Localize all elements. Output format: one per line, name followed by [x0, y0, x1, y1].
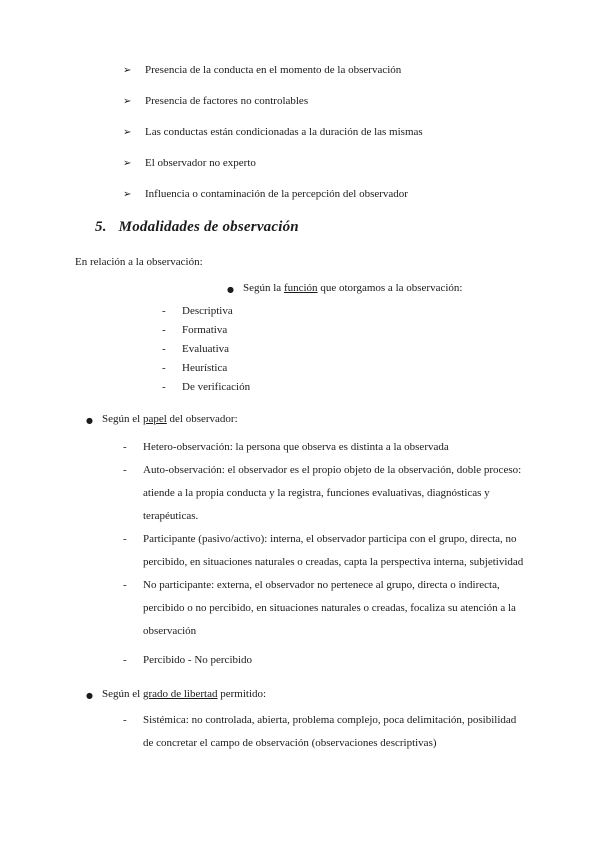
list-item: [162, 321, 600, 340]
list-item-text: De verificación: [182, 381, 251, 393]
list-item: [123, 528, 600, 574]
section-number: 5.: [95, 219, 107, 235]
bullet-item-grado: [86, 688, 600, 702]
underlined-text: función: [283, 282, 318, 294]
text-segment: permitido:: [217, 688, 267, 700]
arrow-bullet-icon: ➢: [123, 65, 132, 76]
arrow-bullet-icon: ➢: [123, 158, 132, 169]
list-item-text: El observador no experto: [145, 157, 256, 169]
bullet-icon: ●: [86, 416, 93, 425]
bullet-item-funcion: [227, 282, 600, 296]
list-item-text: Descriptiva: [182, 305, 233, 317]
list-item-text: Hetero-observación: la persona que observa es distinta a la observada: [143, 441, 449, 453]
bullet-text: [102, 413, 238, 427]
list-item: [123, 574, 600, 643]
text-segment: Según el: [102, 688, 143, 700]
underlined-text: papel: [142, 413, 167, 425]
list-item: [162, 340, 600, 359]
bullet-text: [243, 282, 462, 296]
dash-bullet: -: [162, 343, 166, 355]
dash-bullet: -: [123, 533, 127, 545]
list-item-text: No participante: externa, el observador no pertenece al grupo, directa o indirecta, percibido o no percibido, en situaciones naturales o creadas, focaliza su atención a la observación: [143, 579, 516, 637]
list-item: [123, 649, 600, 672]
dash-bullet: -: [162, 305, 166, 317]
arrow-list: [0, 64, 600, 201]
dash-bullet: -: [162, 362, 166, 374]
arrow-bullet-icon: ➢: [123, 189, 132, 200]
text-segment: que otorgamos a la observación:: [317, 282, 463, 294]
grado-dash-list: [0, 709, 600, 755]
list-item-text: Formativa: [182, 324, 228, 336]
papel-dash-list: [0, 436, 600, 672]
list-item-text: Heurística: [182, 362, 228, 374]
text-segment: del observador:: [166, 413, 238, 425]
bullet-icon: ●: [86, 691, 93, 700]
bullet-item-papel: [86, 413, 600, 427]
list-item: [123, 709, 600, 755]
dash-bullet: -: [123, 464, 127, 476]
dash-bullet: -: [123, 654, 127, 666]
arrow-bullet-icon: ➢: [123, 127, 132, 138]
list-item-text: Percibido - No percibido: [143, 654, 253, 666]
bullet-text: [102, 688, 266, 702]
list-item-text: Sistémica: no controlada, abierta, problema complejo, poca delimitación, posibilidad de concretar el campo de observación (observaciones descriptivas): [143, 714, 517, 749]
funcion-dash-list: [0, 302, 600, 397]
list-item: [123, 95, 540, 108]
list-item: [123, 126, 540, 139]
list-item: [162, 359, 600, 378]
dash-bullet: -: [123, 441, 127, 453]
list-item-text: Presencia de factores no controlables: [145, 95, 309, 107]
list-item-text: Influencia o contaminación de la percepción del observador: [145, 188, 408, 200]
text-segment: Según la: [243, 282, 284, 294]
list-item-text: Las conductas están condicionadas a la duración de las mismas: [145, 126, 423, 138]
list-item: [162, 302, 600, 321]
dash-bullet: -: [123, 714, 127, 726]
text-segment: Según el: [102, 413, 143, 425]
list-item: [162, 378, 600, 397]
list-item: [123, 436, 600, 459]
intro-paragraph: En relación a la observación:: [75, 256, 203, 268]
dash-bullet: -: [162, 381, 166, 393]
underlined-text: grado de libertad: [142, 688, 218, 700]
list-item-text: Participante (pasivo/activo): interna, el observador participa con el grupo, directa, no percibido, en situaciones naturales o creadas, capta la perspectiva interna, subjetividad: [143, 533, 524, 568]
list-item: [123, 188, 540, 201]
list-item-text: Evaluativa: [182, 343, 230, 355]
dash-bullet: -: [123, 579, 127, 591]
list-item: [123, 157, 540, 170]
dash-bullet: -: [162, 324, 166, 336]
section-title: Modalidades de observación: [118, 219, 299, 235]
bullet-icon: ●: [227, 285, 234, 294]
list-item-text: Auto-observación: el observador es el propio objeto de la observación, doble proceso: atiende a la propia conducta y la registra, funciones evaluativas, diagnósticas y terapéuticas.: [143, 464, 522, 522]
section-heading: [95, 219, 600, 236]
list-item: [123, 459, 600, 528]
list-item: [123, 64, 540, 77]
list-item-text: Presencia de la conducta en el momento de la observación: [145, 64, 402, 76]
arrow-bullet-icon: ➢: [123, 96, 132, 107]
